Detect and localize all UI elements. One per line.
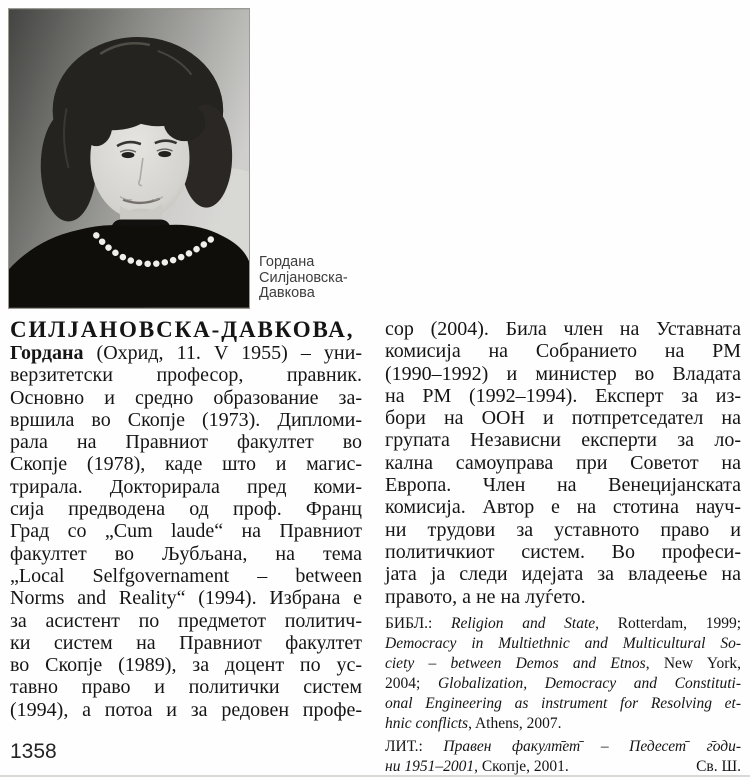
text-segment: трирала. Докторирала пред коми- bbox=[10, 475, 362, 498]
text-line bbox=[385, 519, 741, 541]
text-segment: , Athens, 2007. bbox=[468, 714, 562, 732]
text-segment: ни 1951–2001 bbox=[385, 757, 475, 775]
photo-caption-line: Силјановска- bbox=[259, 269, 348, 286]
text-line bbox=[10, 476, 362, 498]
text-line bbox=[385, 385, 741, 407]
text-line bbox=[385, 452, 741, 474]
text-line bbox=[10, 587, 362, 609]
text-segment: (1990–1992) и министер во Владата bbox=[385, 362, 741, 385]
text-line bbox=[385, 318, 741, 340]
text-segment: вршила во Скопје (1973). Дипломи- bbox=[10, 408, 362, 431]
text-line bbox=[385, 586, 741, 608]
text-segment: Европа. Член на Венецијанската bbox=[385, 474, 741, 497]
text-line bbox=[385, 757, 741, 777]
text-segment: СИЛЈАНОВСКА-ДАВКОВА, bbox=[10, 317, 355, 342]
text-segment: (Охрид, 11. V 1955) – уни- bbox=[83, 342, 362, 364]
text-segment: групата Независни експерти за ло- bbox=[385, 429, 741, 452]
text-line bbox=[10, 498, 362, 520]
text-line bbox=[385, 737, 741, 757]
text-line bbox=[10, 632, 362, 654]
text-segment: Globalization, Democracy and Constituti- bbox=[437, 674, 741, 692]
text-line bbox=[385, 474, 741, 496]
text-segment: комисија. Автор е на стотина науч- bbox=[385, 496, 741, 519]
text-segment: правото, а не на луѓето. bbox=[385, 585, 586, 608]
text-line bbox=[385, 614, 741, 634]
text-line bbox=[10, 453, 362, 475]
text-segment: јата ја следи идејата за владеење на bbox=[385, 563, 741, 586]
text-line bbox=[385, 429, 741, 451]
text-segment: Religion and State bbox=[451, 614, 596, 632]
photo-caption-line: Гордана bbox=[259, 254, 315, 270]
text-segment: политичкиот систем. Во професи- bbox=[385, 540, 741, 563]
literature-section bbox=[385, 737, 741, 777]
text-segment: сија предводена од проф. Франц bbox=[10, 498, 362, 521]
text-segment: (1994), а потоа и за редовен профе- bbox=[10, 698, 362, 721]
text-segment: ЛИТ.: bbox=[385, 737, 444, 755]
text-line bbox=[10, 565, 362, 587]
text-segment: hnic conflicts bbox=[385, 714, 469, 732]
text-segment: , Скопје, 2001. bbox=[474, 757, 569, 775]
text-segment: 2004; bbox=[385, 674, 438, 692]
entry-right-column bbox=[385, 318, 741, 777]
text-segment: „Local Selfgovernament – between bbox=[10, 564, 362, 587]
text-line bbox=[10, 342, 362, 364]
photo-caption bbox=[259, 255, 348, 302]
portrait-photo bbox=[8, 8, 250, 309]
text-line bbox=[385, 340, 741, 362]
text-segment: Norms and Reality“ (1994). Избрана е bbox=[10, 587, 362, 610]
text-segment: onal Engineering as instrument for Resolving et- bbox=[385, 694, 741, 712]
text-segment: Democracy in Multiethnic and Multicultural So- bbox=[385, 634, 741, 652]
entry-left-column bbox=[10, 318, 362, 721]
text-segment: бори на ООН и потпретседател на bbox=[385, 407, 741, 430]
text-segment: ки систем на Правниот факултет bbox=[10, 631, 362, 654]
text-line bbox=[385, 541, 741, 563]
text-segment: факултет во Љубљана, на тема bbox=[10, 542, 362, 565]
text-segment: Град со „Cum laude“ на Правниот bbox=[10, 520, 362, 543]
text-line bbox=[10, 520, 362, 542]
bibliography-section bbox=[385, 614, 741, 734]
photo-caption-line: Давкова bbox=[259, 285, 315, 301]
entry-heading-line bbox=[10, 318, 362, 342]
lit-reference-text bbox=[385, 757, 569, 777]
text-segment: рала на Правниот факултет во bbox=[10, 431, 362, 454]
text-line bbox=[385, 563, 741, 585]
text-line bbox=[10, 654, 362, 676]
text-line bbox=[385, 714, 741, 734]
text-line bbox=[385, 363, 741, 385]
text-segment: за асистент по предметот политич- bbox=[10, 609, 362, 632]
text-segment: , Rotterdam, 1999; bbox=[595, 614, 741, 632]
text-line bbox=[10, 409, 362, 431]
text-line bbox=[10, 610, 362, 632]
text-segment: ciety – between Demos and Etnos bbox=[385, 654, 646, 672]
text-segment: тавно право и политички систем bbox=[10, 676, 362, 699]
text-line bbox=[10, 387, 362, 409]
text-segment: Гордана bbox=[10, 342, 84, 364]
text-segment: верзитетски професор, правник. bbox=[10, 364, 362, 387]
entry-right-body bbox=[385, 318, 741, 608]
text-line bbox=[10, 676, 362, 698]
text-segment: сор (2004). Била член на Уставната bbox=[385, 318, 741, 340]
text-line bbox=[385, 407, 741, 429]
page-number: 1358 bbox=[10, 740, 57, 763]
text-line bbox=[385, 654, 741, 674]
text-segment: на РМ (1992–1994). Експерт за из- bbox=[385, 384, 741, 407]
text-line bbox=[10, 543, 362, 565]
text-segment: ни трудови за уставното право и bbox=[385, 518, 741, 541]
text-line bbox=[10, 699, 362, 721]
text-line bbox=[385, 674, 741, 694]
text-line bbox=[10, 364, 362, 386]
text-segment: во Скопје (1989), за доцент по ус- bbox=[10, 654, 362, 677]
author-initials: Св. Ш. bbox=[696, 757, 741, 775]
text-line bbox=[385, 694, 741, 714]
text-segment: БИБЛ.: bbox=[385, 614, 451, 632]
text-segment: Правен факулт̄ет̄ – Педесет̄ г̄оди- bbox=[443, 737, 742, 755]
text-line bbox=[385, 634, 741, 654]
text-segment: кална самоуправа при Советот на bbox=[385, 451, 741, 474]
text-segment: Скопје (1978), каде што и магис- bbox=[10, 453, 362, 476]
text-line bbox=[385, 496, 741, 518]
text-segment: Основно и средно образование за- bbox=[10, 386, 362, 409]
text-line bbox=[10, 431, 362, 453]
text-segment: комисија на Собранието на РМ bbox=[385, 340, 741, 363]
portrait-photo-image bbox=[9, 9, 249, 308]
text-segment: , New York, bbox=[645, 654, 741, 672]
